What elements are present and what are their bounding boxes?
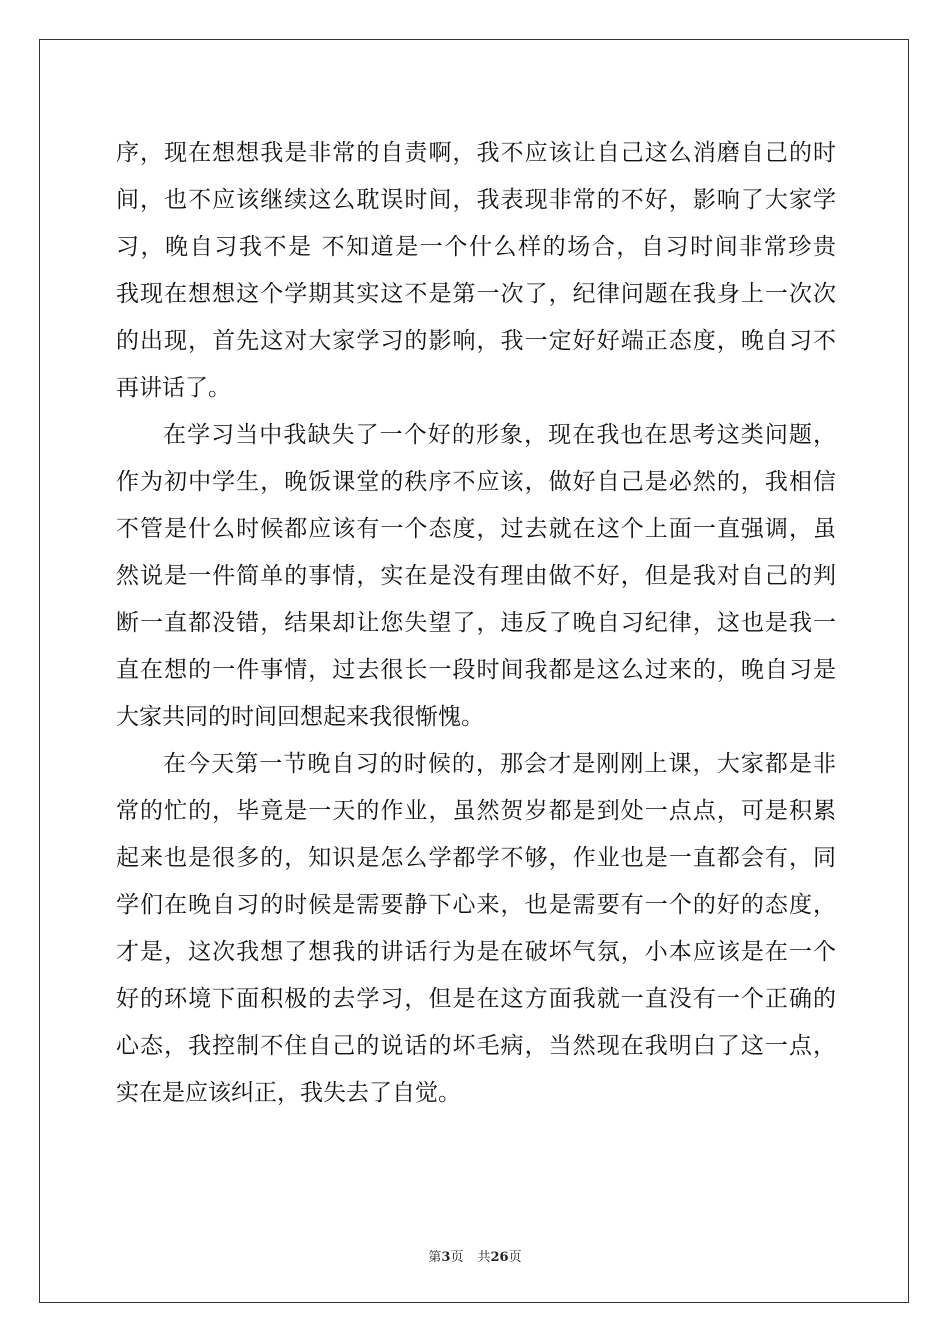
text-line: 的出现，首先这对大家学习的影响，我一定好好端正态度，晚自习不 [116, 328, 836, 354]
text-line: 序，现在想想我是非常的自责啊，我不应该让自己这么消磨自己的时 [116, 140, 836, 166]
page-footer [0, 1246, 950, 1265]
text-line: 常的忙的，毕竟是一天的作业，虽然贺岁都是到处一点点，可是积累 [116, 798, 836, 824]
text-line: 在学习当中我缺失了一个好的形象，现在我也在思考这类问题， [163, 422, 836, 448]
text-line: 间，也不应该继续这么耽误时间，我表现非常的不好，影响了大家学 [116, 187, 836, 213]
text-line: 作为初中学生，晚饭课堂的秩序不应该，做好自己是必然的，我相信 [116, 469, 836, 495]
text-line: 起来也是很多的，知识是怎么学都学不够，作业也是一直都会有，同 [116, 845, 836, 871]
text-line: 然说是一件简单的事情，实在是没有理由做不好，但是我对自己的判 [116, 563, 836, 589]
text-line: 我现在想想这个学期其实这不是第一次了，纪律问题在我身上一次次 [116, 281, 836, 307]
text-line: 心态，我控制不住自己的说话的坏毛病，当然现在我明白了这一点， [116, 1033, 836, 1059]
text-line: 习，晚自习我不是 不知道是一个什么样的场合，自习时间非常珍贵 [116, 234, 836, 260]
total-suffix: 页 [508, 1250, 522, 1265]
document-body [116, 130, 836, 1117]
text-line: 再讲话了。 [116, 375, 231, 401]
text-line: 学们在晚自习的时候是需要静下心来，也是需要有一个的好的态度， [116, 892, 836, 918]
total-pages: 26 [490, 1250, 509, 1265]
text-line: 实在是应该纠正，我失去了自觉。 [116, 1080, 461, 1106]
text-line: 好的环境下面积极的去学习，但是在这方面我就一直没有一个正确的 [116, 986, 836, 1012]
text-line: 断一直都没错，结果却让您失望了，违反了晚自习纪律，这也是我一 [116, 610, 836, 636]
text-line: 在今天第一节晚自习的时候的，那会才是刚刚上课，大家都是非 [163, 751, 836, 777]
total-prefix: 共 [477, 1250, 491, 1265]
text-line: 才是，这次我想了想我的讲话行为是在破坏气氛，小本应该是在一个 [116, 939, 836, 965]
text-line: 大家共同的时间回想起来我很惭愧。 [116, 704, 484, 730]
text-line: 不管是什么时候都应该有一个态度，过去就在这个上面一直强调，虽 [116, 516, 836, 542]
page-suffix: 页 [450, 1250, 464, 1265]
page-number: 3 [441, 1250, 451, 1265]
page-prefix: 第 [428, 1250, 442, 1265]
text-line: 直在想的一件事情，过去很长一段时间我都是这么过来的，晚自习是 [116, 657, 836, 683]
